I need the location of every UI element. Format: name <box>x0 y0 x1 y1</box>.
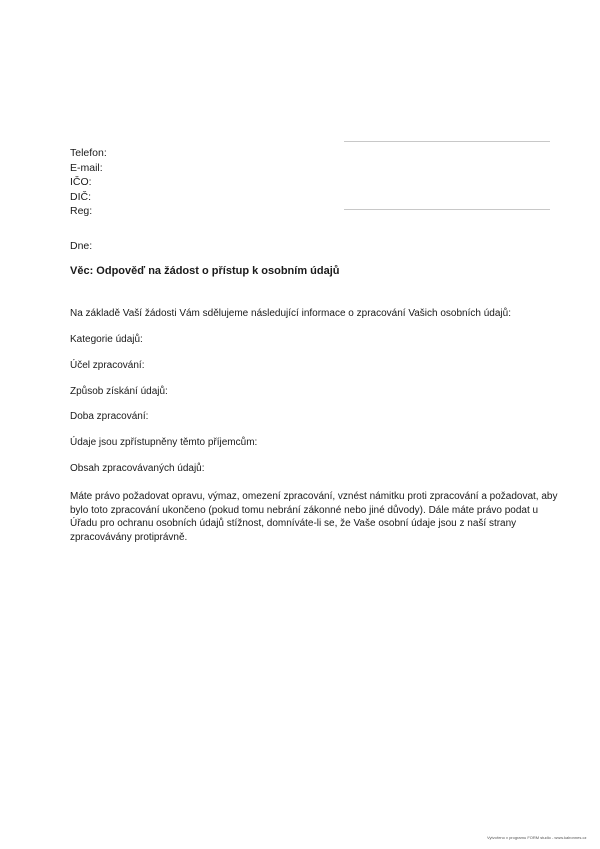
date-label: Dne: <box>70 240 93 252</box>
rights-paragraph: Máte právo požadovat opravu, výmaz, omezení zpracování, vznést námitku proti zpracování a požadovat, aby bylo toto zpracování ukončeno (pokud tomu nebrání zákonné nebo jiné důvody). Dále máte právo podat u Úřadu pro ochranu osobních údajů stížnost, domníváte-li se, že Vaše osobní údaje jsou z naší strany zpracovávány protiprávně. <box>70 491 558 543</box>
signature-line-top <box>344 141 550 142</box>
field-processing-duration: Doba zpracování: <box>70 411 149 422</box>
contact-block <box>70 146 107 219</box>
signature-line-bottom <box>344 209 550 210</box>
reg-label: Reg: <box>70 205 93 217</box>
email-label: E-mail: <box>70 161 103 174</box>
field-data-categories: Kategorie údajů: <box>70 334 143 345</box>
phone-label: Telefon: <box>70 147 107 159</box>
field-processing-purpose: Účel zpracování: <box>70 360 145 371</box>
field-data-content: Obsah zpracovávaných údajů: <box>70 463 205 474</box>
footer-credit: Vytvořeno v programu FORM studio - www.kalronnes.cz <box>487 835 587 840</box>
field-acquisition-method: Způsob získání údajů: <box>70 386 168 397</box>
intro-paragraph: Na základě Vaší žádosti Vám sdělujeme následující informace o zpracování Vašich osobních údajů: <box>70 308 511 319</box>
field-recipients: Údaje jsou zpřístupněny těmto příjemcům: <box>70 437 258 448</box>
subject-line: Věc: Odpověď na žádost o přístup k osobním údajů <box>70 265 340 277</box>
ico-label: IČO: <box>70 176 92 188</box>
dic-label: DIČ: <box>70 190 91 203</box>
